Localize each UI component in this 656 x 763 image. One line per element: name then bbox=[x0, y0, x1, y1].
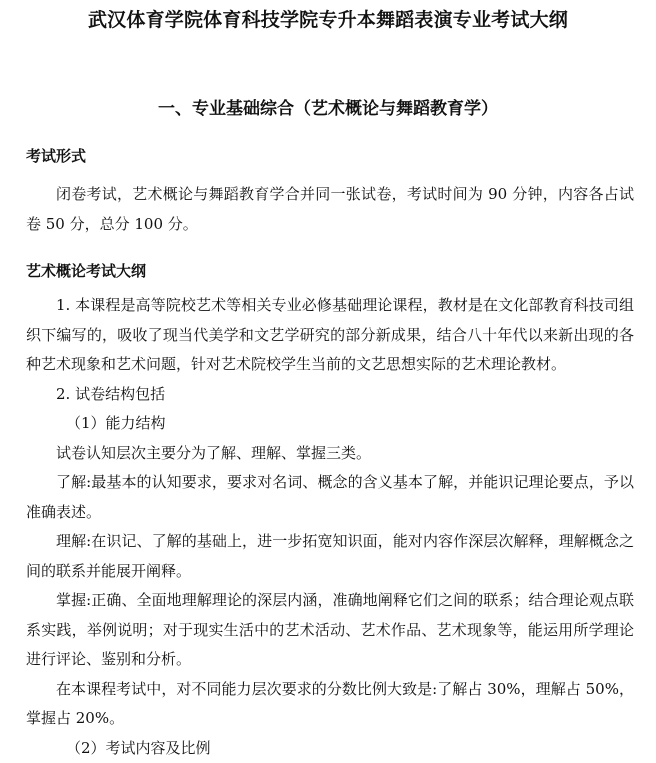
section-title: 一、专业基础综合（艺术概论与舞蹈教育学） bbox=[0, 98, 656, 120]
outline-paragraph-3: （1）能力结构 bbox=[26, 409, 634, 439]
outline-paragraph-4: 试卷认知层次主要分为了解、理解、掌握三类。 bbox=[26, 439, 634, 469]
exam-format-body bbox=[26, 180, 634, 239]
outline-paragraph-8: 在本课程考试中，对不同能力层次要求的分数比例大致是:了解占 30%，理解占 50%，掌握占 20%。 bbox=[26, 675, 634, 734]
outline-paragraph-9: （2）考试内容及比例 bbox=[26, 734, 634, 763]
outline-paragraph-2: 2. 试卷结构包括 bbox=[26, 380, 634, 410]
exam-format-paragraph: 闭卷考试，艺术概论与舞蹈教育学合并同一张试卷，考试时间为 90 分钟，内容各占试卷 50 分，总分 100 分。 bbox=[26, 180, 634, 239]
outline-body bbox=[26, 291, 634, 763]
outline-paragraph-1: 1. 本课程是高等院校艺术等相关专业必修基础理论课程，教材是在文化部教育科技司组织下编写的，吸收了现当代美学和文艺学研究的部分新成果，结合八十年代以来新出现的各种艺术现象和艺术问题，针对艺术院校学生当前的文艺思想实际的艺术理论教材。 bbox=[26, 291, 634, 380]
exam-format-heading: 考试形式 bbox=[26, 146, 86, 166]
outline-paragraph-6: 理解:在识记、了解的基础上，进一步拓宽知识面，能对内容作深层次解释，理解概念之间的联系并能展开阐释。 bbox=[26, 527, 634, 586]
outline-heading: 艺术概论考试大纲 bbox=[26, 261, 146, 281]
outline-paragraph-5: 了解:最基本的认知要求，要求对名词、概念的含义基本了解，并能识记理论要点，予以准确表述。 bbox=[26, 468, 634, 527]
outline-paragraph-7: 掌握:正确、全面地理解理论的深层内涵，准确地阐释它们之间的联系；结合理论观点联系实践，举例说明；对于现实生活中的艺术活动、艺术作品、艺术现象等，能运用所学理论进行评论、鉴别和分析。 bbox=[26, 586, 634, 675]
document-title: 武汉体育学院体育科技学院专升本舞蹈表演专业考试大纲 bbox=[0, 8, 656, 32]
